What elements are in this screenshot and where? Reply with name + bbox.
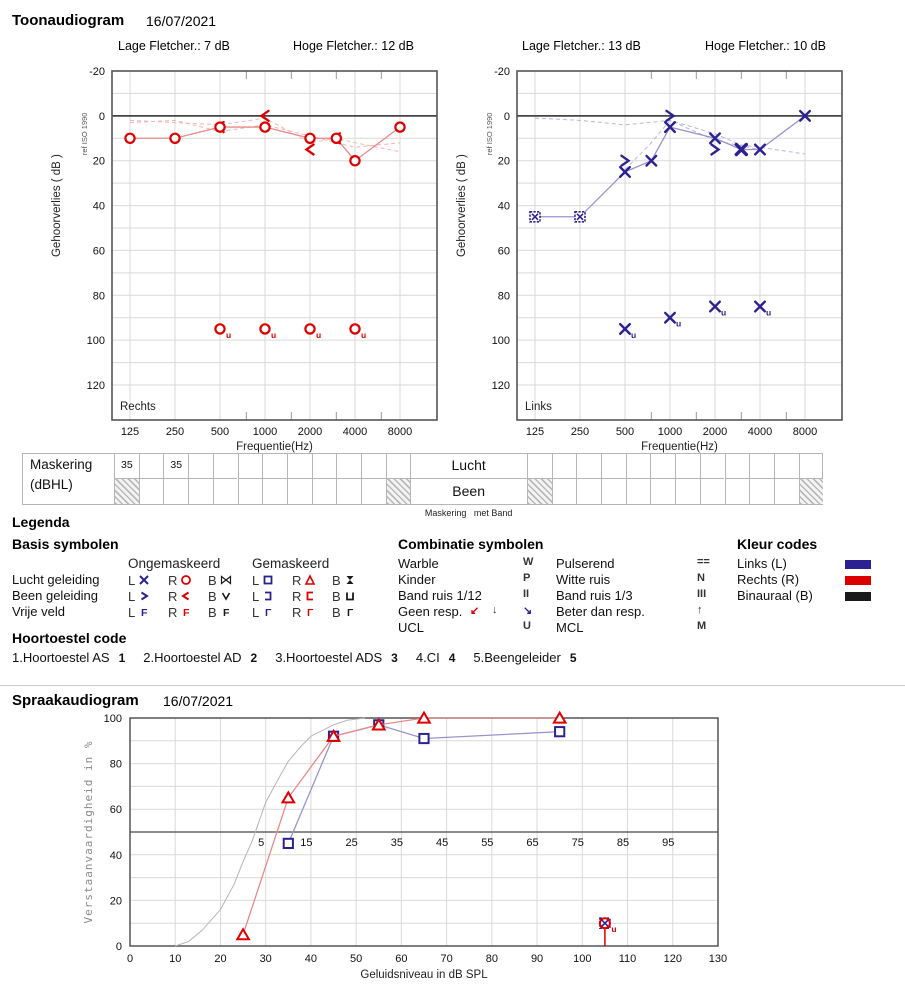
svg-text:120: 120 bbox=[491, 380, 510, 392]
ear-letter: L bbox=[252, 589, 260, 604]
svg-text:F: F bbox=[183, 607, 190, 619]
triangle-symbol-icon bbox=[303, 573, 317, 587]
svg-text:Gehoorverlies ( dB ): Gehoorverlies ( dB ) bbox=[456, 154, 468, 258]
hoortoestel-code-number: 3 bbox=[391, 651, 398, 665]
svg-text:80: 80 bbox=[497, 290, 510, 303]
svg-text:55: 55 bbox=[481, 837, 494, 849]
x-symbol-icon bbox=[137, 573, 151, 587]
marker-circle bbox=[215, 324, 224, 333]
masking-cell-bone bbox=[626, 479, 651, 505]
svg-text:u: u bbox=[721, 307, 727, 318]
ear-letter: B bbox=[208, 573, 217, 588]
color-swatch-binaural bbox=[845, 592, 871, 601]
svg-text:80: 80 bbox=[485, 953, 498, 965]
combinatie-symbol: III bbox=[697, 588, 707, 600]
marker-triangle bbox=[237, 929, 249, 939]
combinatie-heading: Combinatie symbolen bbox=[398, 536, 544, 552]
svg-text:-20: -20 bbox=[89, 66, 105, 78]
speech-title: Spraakaudiogram bbox=[12, 692, 139, 709]
svg-text:4000: 4000 bbox=[747, 426, 773, 438]
hoortoestel-code-number: 4 bbox=[448, 651, 456, 665]
svg-text:40: 40 bbox=[109, 849, 122, 862]
masking-cell-air bbox=[361, 453, 386, 479]
square-symbol-icon bbox=[261, 573, 275, 587]
masking-cell-bone-hatched bbox=[386, 479, 411, 505]
masking-cell-air bbox=[650, 453, 675, 479]
masking-cell-bone bbox=[601, 479, 626, 505]
color-swatch-left bbox=[845, 560, 871, 569]
svg-text:Geluidsniveau in dB SPL: Geluidsniveau in dB SPL bbox=[360, 969, 488, 981]
combinatie-item-label: Kinder bbox=[398, 572, 436, 587]
cup-symbol-icon bbox=[343, 589, 357, 603]
svg-text:25: 25 bbox=[345, 837, 358, 849]
ear-letter: R bbox=[292, 605, 302, 620]
svg-text:u: u bbox=[316, 329, 322, 340]
svg-text:u: u bbox=[226, 329, 232, 340]
masking-cell-bone-hatched bbox=[114, 479, 139, 505]
hoortoestel-item: 4.CI 4 bbox=[415, 650, 456, 665]
masking-cell-air bbox=[601, 453, 626, 479]
svg-text:Gehoorverlies ( dB ): Gehoorverlies ( dB ) bbox=[51, 154, 63, 258]
masking-table bbox=[22, 453, 823, 519]
svg-text:1000: 1000 bbox=[657, 426, 683, 438]
svg-text:u: u bbox=[361, 329, 367, 340]
combinatie-item-label: Geen resp. bbox=[398, 604, 463, 619]
kleur-item-label: Links (L) bbox=[737, 556, 787, 571]
marker-circle bbox=[125, 134, 134, 143]
masking-cell-air bbox=[188, 453, 213, 479]
svg-text:65: 65 bbox=[526, 837, 539, 849]
masking-cell-bone bbox=[238, 479, 263, 505]
combinatie-symbol: II bbox=[523, 588, 530, 600]
masking-cell-bone bbox=[287, 479, 312, 505]
bracket-r-symbol-icon bbox=[261, 589, 275, 603]
masking-cell-bone-hatched bbox=[527, 479, 552, 505]
svg-text:10: 10 bbox=[169, 953, 182, 965]
svg-text:60: 60 bbox=[92, 245, 105, 258]
svg-text:60: 60 bbox=[395, 953, 408, 965]
svg-text:ref ISO 1990: ref ISO 1990 bbox=[485, 112, 494, 156]
svg-text:40: 40 bbox=[92, 200, 105, 213]
svg-text:Γ: Γ bbox=[346, 607, 353, 619]
masking-cell-bone bbox=[262, 479, 287, 505]
hoortoestel-heading: Hoortoestel code bbox=[12, 630, 127, 646]
marker-circle bbox=[170, 134, 179, 143]
gamma-symbol-icon bbox=[343, 605, 357, 619]
combinatie-item-label: Band ruis 1/3 bbox=[556, 588, 633, 603]
ear-letter: B bbox=[208, 605, 217, 620]
svg-text:60: 60 bbox=[497, 245, 510, 258]
color-swatch-right bbox=[845, 576, 871, 585]
basis-symbol-unmasked bbox=[208, 604, 233, 622]
fletcher-high-right: Hoge Fletcher.: 12 dB bbox=[293, 39, 414, 53]
gt-symbol-icon bbox=[137, 589, 151, 603]
ear-letter: L bbox=[128, 605, 136, 620]
combinatie-item-label: Beter dan resp. bbox=[556, 604, 645, 619]
masking-caption: Maskering met Band bbox=[424, 508, 513, 518]
masking-cell-air bbox=[700, 453, 725, 479]
masking-cell-bone-hatched bbox=[799, 479, 824, 505]
svg-text:2000: 2000 bbox=[702, 426, 728, 438]
masking-cell-bone bbox=[700, 479, 725, 505]
ear-letter: B bbox=[332, 589, 341, 604]
masking-cell-air: 35 bbox=[114, 453, 139, 479]
gamma-symbol-icon bbox=[261, 605, 275, 619]
svg-text:Links: Links bbox=[525, 401, 552, 413]
svg-text:100: 100 bbox=[103, 713, 122, 725]
combinatie-symbol: W bbox=[523, 556, 534, 568]
svg-text:4000: 4000 bbox=[342, 426, 368, 438]
masking-cell-air bbox=[139, 453, 164, 479]
masking-cell-bone bbox=[188, 479, 213, 505]
masking-cell-air bbox=[675, 453, 700, 479]
F-symbol-icon bbox=[219, 605, 233, 619]
hourglass-symbol-icon bbox=[343, 573, 357, 587]
svg-text:0: 0 bbox=[98, 110, 105, 123]
masking-cell-bone bbox=[336, 479, 361, 505]
combinatie-pre-symbol: ↓ bbox=[492, 604, 498, 616]
masking-cell-bone bbox=[552, 479, 577, 505]
masking-cell-air bbox=[527, 453, 552, 479]
combinatie-item-label: MCL bbox=[556, 620, 584, 635]
marker-square-x bbox=[530, 212, 540, 222]
svg-text:Verstaanvaardigheid in %: Verstaanvaardigheid in % bbox=[82, 740, 95, 924]
ear-letter: R bbox=[292, 589, 302, 604]
svg-text:50: 50 bbox=[350, 953, 363, 965]
svg-text:F: F bbox=[222, 607, 230, 619]
marker-circle bbox=[350, 324, 359, 333]
svg-text:60: 60 bbox=[109, 804, 122, 817]
svg-text:250: 250 bbox=[165, 426, 185, 438]
marker-triangle bbox=[283, 792, 295, 802]
masking-cell-bone bbox=[312, 479, 337, 505]
svg-text:70: 70 bbox=[440, 953, 453, 965]
combinatie-pre-symbol: ↙ bbox=[470, 605, 480, 617]
basis-symbol-unmasked bbox=[128, 604, 151, 622]
bowtie-symbol-icon bbox=[219, 573, 233, 587]
hoortoestel-item: 2.Hoortoestel AD 2 bbox=[143, 650, 258, 665]
svg-text:20: 20 bbox=[92, 155, 105, 168]
masking-cell-bone bbox=[650, 479, 675, 505]
masking-bone-label: Been bbox=[452, 483, 485, 499]
svg-text:40: 40 bbox=[304, 953, 318, 965]
combinatie-item-label: Band ruis 1/12 bbox=[398, 588, 482, 603]
kleur-codes-heading: Kleur codes bbox=[737, 536, 818, 552]
svg-text:100: 100 bbox=[573, 953, 592, 965]
hoortoestel-item: 5.Beengeleider 5 bbox=[473, 650, 577, 665]
ear-letter: R bbox=[292, 573, 302, 588]
ear-letter: B bbox=[332, 605, 341, 620]
masking-cell-air bbox=[626, 453, 651, 479]
marker-square-x bbox=[575, 212, 585, 222]
svg-text:Rechts: Rechts bbox=[120, 401, 156, 413]
masking-cell-air bbox=[749, 453, 774, 479]
masking-cell-air bbox=[799, 453, 824, 479]
svg-text:110: 110 bbox=[618, 953, 637, 965]
marker-circle bbox=[305, 324, 314, 333]
svg-text:30: 30 bbox=[259, 953, 272, 965]
F-symbol-icon bbox=[179, 605, 193, 619]
svg-text:15: 15 bbox=[300, 837, 313, 849]
vee-symbol-icon bbox=[219, 589, 233, 603]
masking-cell-air bbox=[213, 453, 238, 479]
masking-cell-bone bbox=[576, 479, 601, 505]
masking-cell-bone bbox=[774, 479, 799, 505]
section-divider bbox=[0, 685, 905, 686]
tone-title: Toonaudiogram bbox=[12, 12, 125, 29]
basis-symbol-masked bbox=[332, 604, 357, 622]
marker-square bbox=[555, 727, 564, 736]
marker-circle bbox=[395, 122, 404, 131]
svg-text:1000: 1000 bbox=[252, 426, 278, 438]
svg-text:8000: 8000 bbox=[792, 426, 818, 438]
speech-audiogram-chart bbox=[50, 706, 850, 998]
svg-text:500: 500 bbox=[210, 426, 230, 438]
basis-row-label: Lucht geleiding bbox=[12, 572, 100, 587]
masking-cell-air bbox=[552, 453, 577, 479]
svg-text:u: u bbox=[611, 924, 617, 935]
masking-cell-air bbox=[312, 453, 337, 479]
basis-symbol-unmasked bbox=[168, 604, 193, 622]
masking-cell-bone bbox=[361, 479, 386, 505]
combinatie-item-label: Witte ruis bbox=[556, 572, 611, 587]
marker-square bbox=[284, 839, 293, 848]
ear-letter: R bbox=[168, 573, 178, 588]
masking-air-label: Lucht bbox=[451, 457, 486, 473]
svg-text:20: 20 bbox=[497, 155, 510, 168]
masking-cell-bone bbox=[749, 479, 774, 505]
masking-cell-bone bbox=[163, 479, 188, 505]
tone-audiogram-right-chart bbox=[30, 55, 450, 457]
svg-text:Γ: Γ bbox=[265, 607, 272, 619]
svg-text:80: 80 bbox=[109, 758, 122, 771]
combinatie-symbol: P bbox=[523, 572, 531, 584]
combinatie-item-label: Pulserend bbox=[556, 556, 615, 571]
combinatie-symbol: M bbox=[697, 620, 707, 632]
kleur-item-label: Rechts (R) bbox=[737, 572, 800, 587]
ear-letter: B bbox=[208, 589, 217, 604]
svg-text:90: 90 bbox=[530, 953, 544, 965]
masking-cell-air bbox=[576, 453, 601, 479]
masking-cell-air bbox=[336, 453, 361, 479]
masking-cell-air bbox=[262, 453, 287, 479]
svg-text:u: u bbox=[271, 329, 277, 340]
ear-letter: L bbox=[252, 605, 260, 620]
masking-cell-air bbox=[774, 453, 799, 479]
svg-text:ref ISO 1990: ref ISO 1990 bbox=[80, 112, 89, 156]
marker-circle bbox=[305, 134, 314, 143]
marker-circle bbox=[350, 156, 359, 165]
combinatie-symbol: U bbox=[523, 620, 531, 632]
svg-text:40: 40 bbox=[497, 200, 510, 213]
svg-text:0: 0 bbox=[126, 953, 134, 965]
masking-cell-air bbox=[725, 453, 750, 479]
svg-text:u: u bbox=[631, 329, 637, 340]
combinatie-item-label: UCL bbox=[398, 620, 425, 635]
hoortoestel-item: 1.Hoortoestel AS 1 bbox=[12, 650, 126, 665]
svg-text:-20: -20 bbox=[494, 66, 510, 78]
svg-text:8000: 8000 bbox=[387, 426, 413, 438]
svg-text:125: 125 bbox=[525, 426, 545, 438]
marker-circle bbox=[332, 134, 341, 143]
masking-cell-air bbox=[287, 453, 312, 479]
masked-column-header: Gemaskeerd bbox=[252, 556, 330, 571]
svg-text:100: 100 bbox=[86, 335, 105, 348]
svg-text:2000: 2000 bbox=[297, 426, 323, 438]
fletcher-high-left: Hoge Fletcher.: 10 dB bbox=[705, 39, 826, 53]
svg-text:80: 80 bbox=[92, 290, 105, 303]
ear-letter: L bbox=[128, 573, 136, 588]
bracket-l-symbol-icon bbox=[303, 589, 317, 603]
combinatie-symbol: ↑ bbox=[697, 604, 703, 616]
ear-letter: R bbox=[168, 605, 178, 620]
combinatie-symbol: ↘ bbox=[523, 605, 533, 617]
svg-text:45: 45 bbox=[435, 837, 449, 849]
hoortoestel-code-number: 5 bbox=[569, 651, 577, 665]
svg-text:100: 100 bbox=[491, 335, 510, 348]
hoortoestel-item: 3.Hoortoestel ADS 3 bbox=[275, 650, 398, 665]
basis-symbol-masked bbox=[292, 604, 317, 622]
circle-symbol-icon bbox=[179, 573, 193, 587]
svg-text:500: 500 bbox=[615, 426, 635, 438]
basis-symbolen-heading: Basis symbolen bbox=[12, 536, 119, 552]
svg-text:95: 95 bbox=[662, 837, 675, 849]
masking-cell-bone bbox=[675, 479, 700, 505]
masking-cell-air bbox=[386, 453, 411, 479]
lt-symbol-icon bbox=[179, 589, 193, 603]
svg-text:F: F bbox=[141, 607, 148, 619]
masking-cell-air: 35 bbox=[163, 453, 188, 479]
svg-text:u: u bbox=[676, 318, 682, 329]
F-symbol-icon bbox=[137, 605, 151, 619]
masking-cell-bone bbox=[213, 479, 238, 505]
fletcher-low-right: Lage Fletcher.: 7 dB bbox=[118, 39, 230, 53]
ear-letter: R bbox=[168, 589, 178, 604]
svg-text:130: 130 bbox=[708, 953, 728, 965]
masking-cell-bone bbox=[139, 479, 164, 505]
masking-label: Maskering bbox=[30, 457, 93, 472]
svg-text:20: 20 bbox=[214, 953, 227, 965]
svg-text:20: 20 bbox=[109, 895, 122, 908]
svg-text:125: 125 bbox=[120, 426, 140, 438]
svg-text:0: 0 bbox=[503, 110, 510, 123]
svg-text:120: 120 bbox=[663, 953, 682, 965]
svg-text:250: 250 bbox=[570, 426, 590, 438]
fletcher-low-left: Lage Fletcher.: 13 dB bbox=[522, 39, 641, 53]
svg-text:u: u bbox=[766, 307, 772, 318]
ear-letter: L bbox=[128, 589, 136, 604]
masking-cell-bone bbox=[725, 479, 750, 505]
hoortoestel-code-number: 2 bbox=[250, 651, 258, 665]
svg-text:Γ: Γ bbox=[307, 607, 314, 619]
masking-unit-label: (dBHL) bbox=[30, 477, 73, 492]
basis-symbol-masked bbox=[252, 604, 275, 622]
basis-row-label: Vrije veld bbox=[12, 604, 65, 619]
tone-date: 16/07/2021 bbox=[146, 13, 217, 29]
kleur-item-label: Binauraal (B) bbox=[737, 588, 813, 603]
ear-letter: L bbox=[252, 573, 260, 588]
masking-cell-air bbox=[238, 453, 263, 479]
combinatie-symbol: N bbox=[697, 572, 705, 584]
speech-date: 16/07/2021 bbox=[163, 693, 234, 709]
hoortoestel-codes bbox=[12, 650, 577, 665]
svg-text:5: 5 bbox=[258, 837, 265, 849]
combinatie-symbol: == bbox=[697, 556, 710, 568]
marker-circle bbox=[260, 324, 269, 333]
svg-text:35: 35 bbox=[390, 837, 403, 849]
unmasked-column-header: Ongemaskeerd bbox=[128, 556, 221, 571]
legend-heading: Legenda bbox=[12, 514, 70, 530]
ear-letter: B bbox=[332, 573, 341, 588]
tone-audiogram-left-chart bbox=[435, 55, 855, 457]
marker-square bbox=[419, 734, 428, 743]
gamma-symbol-icon bbox=[303, 605, 317, 619]
svg-text:75: 75 bbox=[571, 837, 584, 849]
svg-text:120: 120 bbox=[86, 380, 105, 392]
basis-row-label: Been geleiding bbox=[12, 588, 99, 603]
svg-text:0: 0 bbox=[115, 941, 122, 953]
svg-text:85: 85 bbox=[616, 837, 630, 849]
hoortoestel-code-number: 1 bbox=[118, 651, 126, 665]
svg-text:Frequentie(Hz): Frequentie(Hz) bbox=[641, 441, 718, 453]
combinatie-item-label: Warble bbox=[398, 556, 439, 571]
marker-circle bbox=[260, 122, 269, 131]
svg-text:Frequentie(Hz): Frequentie(Hz) bbox=[236, 441, 313, 453]
marker-circle bbox=[215, 122, 224, 131]
